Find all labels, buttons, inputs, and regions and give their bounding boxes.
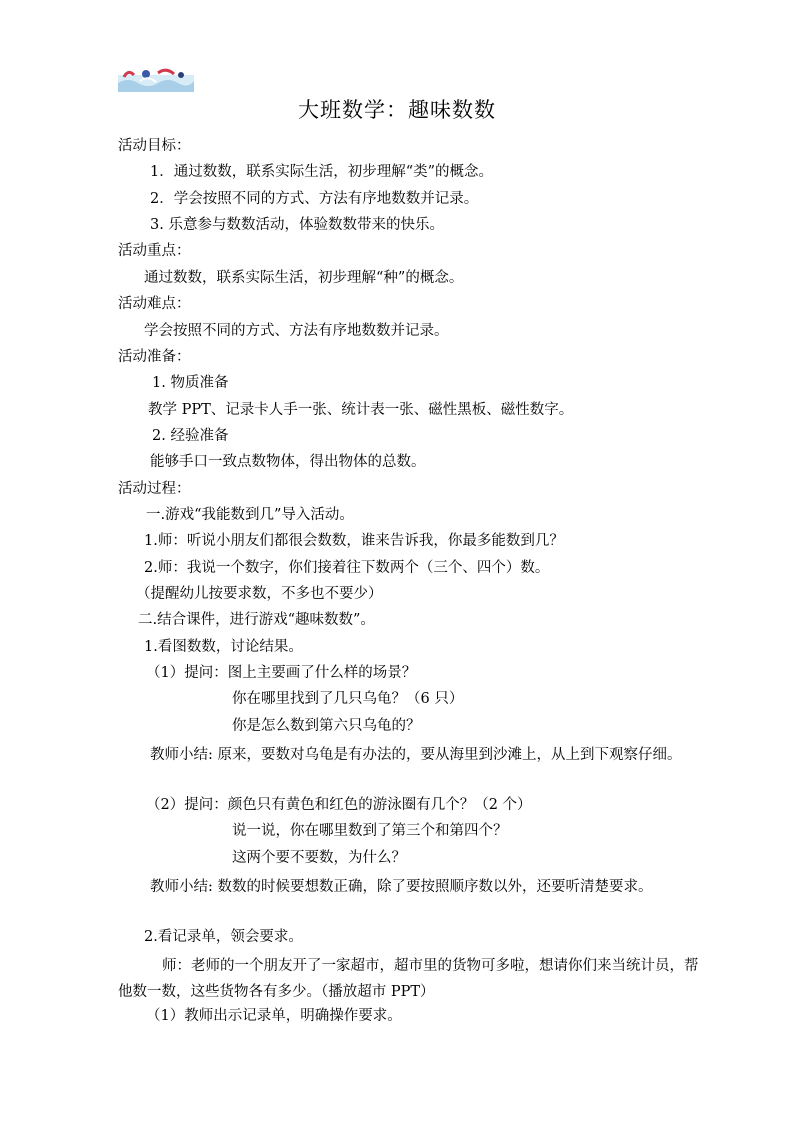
- sub-heading: 1. 物质准备: [152, 375, 229, 391]
- paragraph: 你是怎么数到第六只乌龟的？: [232, 718, 421, 734]
- paragraph: （1）提问：图上主要画了什么样的场景？: [146, 665, 417, 681]
- paragraph: 一.游戏“我能数到几”导入活动。: [146, 507, 354, 523]
- paragraph: （提醒幼儿按要求数，不多也不要少）: [136, 586, 383, 602]
- paragraph: 教学 PPT、记录卡人手一张、统计表一张、磁性黑板、磁性数字。: [148, 402, 574, 418]
- paragraph: 1.看图数数，讨论结果。: [144, 639, 303, 655]
- paragraph: 说一说，你在哪里数到了第三个和第四个？: [232, 823, 508, 839]
- paragraph: （2）提问：颜色只有黄色和红色的游泳圈有几个？（2 个）: [146, 797, 532, 813]
- paragraph: 通过数数，联系实际生活，初步理解“种”的概念。: [144, 270, 464, 286]
- paragraph: 这两个要不要数，为什么？: [232, 850, 406, 866]
- paragraph: 能够手口一致点数物体，得出物体的总数。: [150, 454, 426, 470]
- logo-image: [118, 65, 194, 92]
- page-title: 大班数学：趣味数数: [298, 98, 496, 122]
- summary-paragraph: 教师小结: 数数的时候要想数正确，除了要按照顺序数以外，还要听清楚要求。: [150, 879, 653, 895]
- paragraph: 二.结合课件，进行游戏“趣味数数”。: [138, 612, 375, 628]
- section-heading-goals: 活动目标：: [118, 138, 191, 154]
- paragraph: 你在哪里找到了几只乌龟？（6 只）: [232, 691, 464, 707]
- paragraph: 2.师：我说一个数字，你们接着往下数两个（三个、四个）数。: [144, 560, 550, 576]
- paragraph: 1.师：听说小朋友们都很会数数，谁来告诉我，你最多能数到几？: [144, 533, 564, 549]
- section-heading-process: 活动过程：: [118, 481, 191, 497]
- section-heading-preparation: 活动准备：: [118, 349, 191, 365]
- section-heading-difficulty: 活动难点：: [118, 296, 191, 312]
- paragraph: （1）教师出示记录单，明确操作要求。: [146, 1008, 402, 1024]
- paragraph: 师：老师的一个朋友开了一家超市，超市里的货物可多啦，想请你们来当统计员，帮他数一数，这些货物各有多少。（播放超市 PPT）: [118, 958, 699, 1000]
- paragraph: 2.看记录单，领会要求。: [144, 929, 303, 945]
- goal-item: 1．通过数数，联系实际生活，初步理解“类”的概念。: [150, 164, 494, 180]
- goal-item: 2．学会按照不同的方式、方法有序地数数并记录。: [150, 191, 479, 207]
- sub-heading: 2. 经验准备: [152, 428, 229, 444]
- paragraph: 学会按照不同的方式、方法有序地数数并记录。: [144, 323, 449, 339]
- section-heading-key-point: 活动重点：: [118, 243, 191, 259]
- summary-paragraph: 教师小结: 原来，要数对乌龟是有办法的，要从海里到沙滩上，从上到下观察仔细。: [150, 747, 682, 763]
- goal-item: 3. 乐意参与数数活动，体验数数带来的快乐。: [150, 217, 444, 233]
